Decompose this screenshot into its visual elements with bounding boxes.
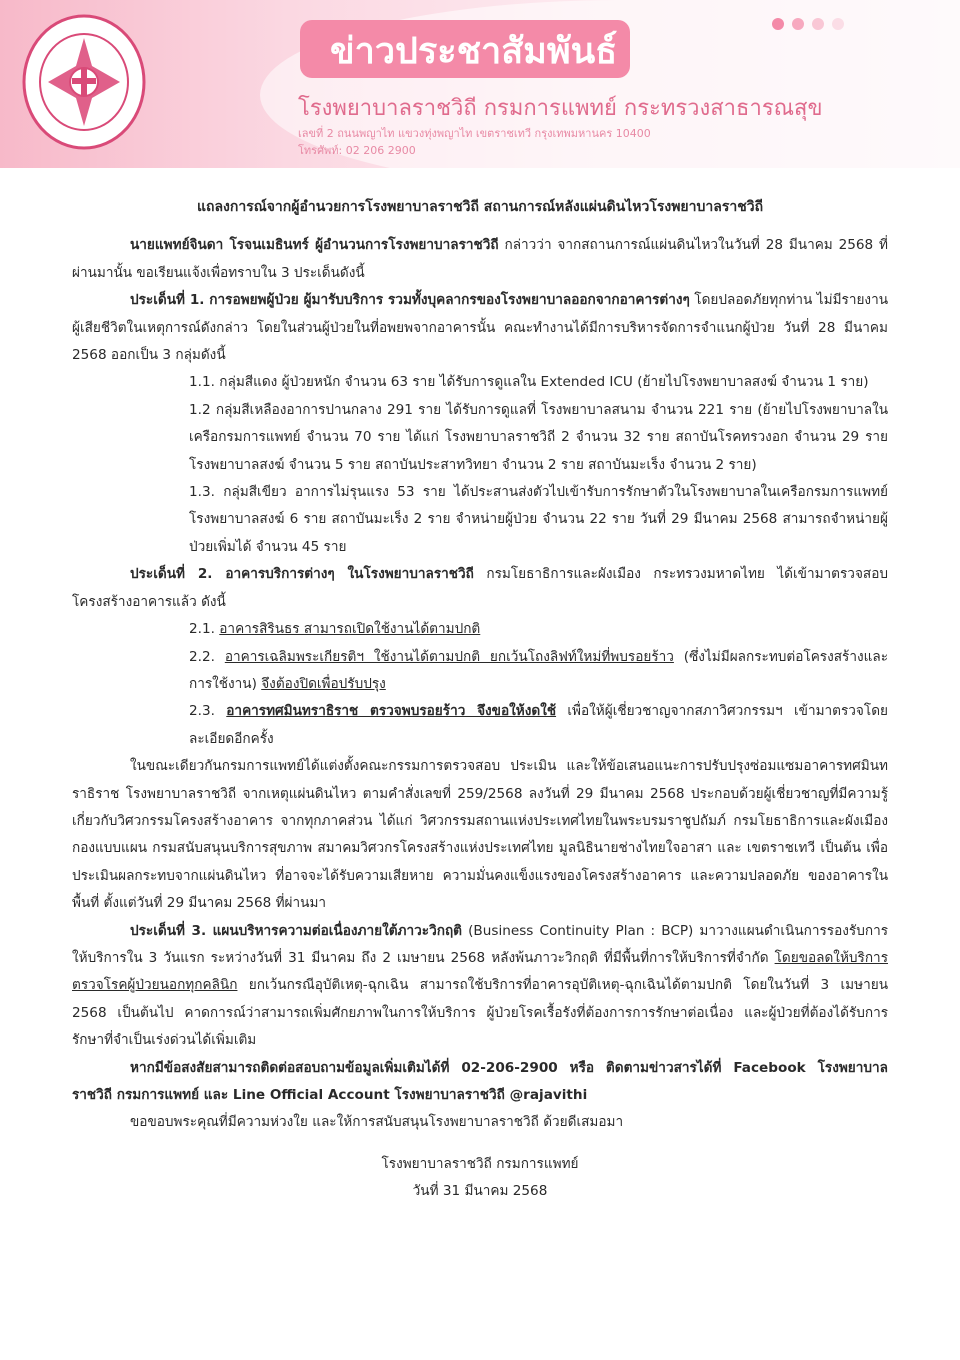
statement-body (72, 194, 888, 1206)
dot-icon (812, 18, 824, 30)
dot-icon (772, 18, 784, 30)
item-2-2-action: จึงต้องปิดเพื่อปรับปรุง (261, 675, 386, 692)
item-2-3 (72, 698, 888, 753)
item-number: 2.2. (189, 648, 225, 665)
item-1-2: 1.2 กลุ่มสีเหลืองอาการปานกลาง 291 ราย ได้รับการดูแลที่ โรงพยาบาลสนาม จำนวน 221 ราย (ย้ายไปโรงพยาบาลในเครือกรมการแพทย์ จำนวน 70 ราย ได้แก่ โรงพยาบาลราชวิถี 2 จำนวน 32 ราย สถาบันโรคทรวงอก จำนวน 29 ราย โรงพยาบาลสงฆ์ จำนวน 5 ราย สถาบันประสาทวิทยา จำนวน 2 ราย สถาบันมะเร็ง จำนวน 2 ราย) (189, 401, 888, 473)
org-name: โรงพยาบาลราชวิถี กรมการแพทย์ กระทรวงสาธารณสุข (298, 96, 823, 121)
thanks-paragraph: ขอขอบพระคุณที่มีความห่วงใย และให้การสนับสนุนโรงพยาบาลราชวิถี ด้วยดีเสมอมา (130, 1114, 624, 1131)
news-title: ข่าวประชาสัมพันธ์ (330, 31, 618, 72)
dot-icon (792, 18, 804, 30)
signature-org: โรงพยาบาลราชวิถี กรมการแพทย์ (381, 1155, 579, 1172)
intro-text: กล่าวว่า จากสถานการณ์แผ่นดินไหวในวันที่ 28 มีนาคม 2568 ที่ผ่านมานั้น ขอเรียนแจ้งเพื่อทราบใน 3 ประเด็นดังนี้ (72, 237, 888, 281)
intro-paragraph (72, 232, 888, 287)
point-1-text: โดยปลอดภัยทุกท่าน ไม่มีรายงานผู้เสียชีวิตในเหตุการณ์ดังกล่าว โดยในส่วนผู้ป่วยในที่อพยพจากอาคารนั้น คณะทำงานได้มีการบริหารจัดการจำแนกผู้ป่วย วันที่ 28 มีนาคม 2568 ออกเป็น 3 กลุ่มดังนี้ (72, 292, 888, 364)
page-header (0, 0, 960, 168)
point-1-heading: ประเด็นที่ 1. การอพยพผู้ป่วย ผู้มารับบริการ รวมทั้งบุคลากรของโรงพยาบาลออกจากอาคารต่างๆ (130, 292, 690, 309)
org-phone: โทรศัพท์: 02 206 2900 (298, 144, 416, 157)
document-title: แถลงการณ์จากผู้อำนวยการโรงพยาบาลราชวิถี สถานการณ์หลังแผ่นดินไหวโรงพยาบาลราชวิถี (196, 199, 764, 215)
point-2-paragraph (72, 561, 888, 616)
point-3-paragraph (72, 918, 888, 1055)
item-2-3-note: เพื่อให้ผู้เชี่ยวชาญจากสภาวิศวกรรมฯ เข้ามาตรวจโดยละเอียดอีกครั้ง (189, 703, 888, 747)
dot-icon (832, 18, 844, 30)
hospital-logo (20, 12, 148, 152)
point-3-underlined: โดยขอลดให้บริการตรวจโรคผู้ป่วยนอกทุกคลินิก (72, 949, 888, 994)
carousel-dots (772, 18, 844, 30)
org-address: เลขที่ 2 ถนนพญาไท แขวงทุ่งพญาไท เขตราชเทวี กรุงเทพมหานคร 10400 (298, 127, 651, 140)
item-2-3-text: อาคารทศมินทราธิราช ตรวจพบรอยร้าว จึงขอให้งดใช้ (226, 703, 557, 720)
point-3-heading: ประเด็นที่ 3. แผนบริหารความต่อเนื่องภายใต้ภาวะวิกฤติ (130, 922, 463, 939)
item-2-1 (72, 616, 888, 643)
contact-paragraph: หากมีข้อสงสัยสามารถติดต่อสอบถามข้อมูลเพิ่มเติมได้ที่ 02-206-2900 หรือ ติดตามข่าวสารได้ที่ Facebook โรงพยาบาลราชวิถี กรมการแพทย์ และ Line Official Account โรงพยาบาลราชวิถี @rajavithi (72, 1059, 888, 1103)
point-2-heading: ประเด็นที่ 2. อาคารบริการต่างๆ ในโรงพยาบาลราชวิถี (130, 566, 474, 583)
item-1-1: 1.1. กลุ่มสีแดง ผู้ป่วยหนัก จำนวน 63 ราย ได้รับการดูแลใน Extended ICU (ย้ายไปโรงพยาบาลสงฆ์ จำนวน 1 ราย) (189, 374, 869, 391)
item-2-2-note: (ซึ่งไม่มีผลกระทบต่อโครงสร้างและการใช้งาน) (189, 648, 889, 692)
item-number: 2.1. (189, 621, 220, 638)
item-2-2 (72, 644, 888, 699)
point-3-text-b: ยกเว้นกรณีอุบัติเหตุ-ฉุกเฉิน สามารถใช้บริการที่อาคารอุบัติเหตุ-ฉุกเฉินได้ตามปกติ โดยในวันที่ 3 เมษายน 2568 เป็นต้นไป คาดการณ์ว่าสามารถเพิ่มศักยภาพในการให้บริการ ผู้ป่วยโรคเรื้อรังที่ต้องการการรักษาต่อเนื่อง และผู้ป่วยที่ต้องได้รับการรักษาที่จำเป็นเร่งด่วนได้เพิ่มเติม (72, 977, 888, 1049)
signature-date: วันที่ 31 มีนาคม 2568 (412, 1183, 548, 1200)
item-number: 2.3. (189, 703, 227, 720)
item-2-1-text: อาคารสิรินธร สามารถเปิดใช้งานได้ตามปกติ (219, 621, 481, 638)
committee-paragraph: ในขณะเดียวกันกรมการแพทย์ได้แต่งตั้งคณะกรรมการตรวจสอบ ประเมิน และให้ข้อเสนอแนะการปรับปรุงซ่อมแซมอาคารทศมินทราธิราช โรงพยาบาลราชวิถี จากเหตุแผ่นดินไหว ตามคำสั่งเลขที่ 259/2568 ลงวันที่ 29 มีนาคม 2568 ประกอบด้วยผู้เชี่ยวชาญที่มีความรู้เกี่ยวกับวิศวกรรมโครงสร้างอาคาร จากทุกภาคส่วน ได้แก่ วิศวกรรมสถานแห่งประเทศไทยในพระบรมราชูปถัมภ์ กรมโยธาธิการและผังเมือง กองแบบแผน กรมสนับสนุนบริการสุขภาพ สมาคมวิศวกรโครงสร้างแห่งประเทศไทย มูลนิธินายช่างไทยใจอาสา และ เขตราชเทวี เป็นต้น เพื่อประเมินผลกระทบจากแผ่นดินไหว ที่อาจจะได้รับความเสียหาย ความมั่นคงแข็งแรงของโครงสร้างอาคาร และความปลอดภัย ของอาคารในพื้นที่ ตั้งแต่วันที่ 29 มีนาคม 2568 ที่ผ่านมา (72, 758, 888, 912)
item-2-2-text: อาคารเฉลิมพระเกียรติฯ ใช้งานได้ตามปกติ ยกเว้นโถงลิฟท์ใหม่ที่พบรอยร้าว (224, 648, 674, 665)
point-1-paragraph (72, 287, 888, 369)
item-1-3: 1.3. กลุ่มสีเขียว อาการไม่รุนแรง 53 ราย ได้ประสานส่งตัวไปเข้ารับการรักษาตัวในโรงพยาบาลในเครือกรมการแพทย์ โรงพยาบาลสงฆ์ 6 ราย สถาบันมะเร็ง 2 ราย จำหน่ายผู้ป่วย จำนวน 22 ราย วันที่ 29 มีนาคม 2568 สามารถจำหน่ายผู้ป่วยเพิ่มได้ จำนวน 45 ราย (189, 484, 888, 555)
point-2-text: กรมโยธาธิการและผังเมือง กระทรวงมหาดไทย ได้เข้ามาตรวจสอบโครงสร้างอาคารแล้ว ดังนี้ (72, 566, 888, 610)
point-3-text-a: (Business Continuity Plan : BCP) มาวางแผนดำเนินการรองรับการให้บริการใน 3 วันแรก ระหว่างวันที่ 31 มีนาคม ถึง 2 เมษายน 2568 หลังพ้นภาวะวิกฤติ ที่มีพื้นที่การให้บริการที่จำกัด (72, 922, 889, 966)
director-name: นายแพทย์จินดา โรจนเมธินทร์ ผู้อำนวนการโรงพยาบาลราชวิถี (130, 237, 499, 254)
